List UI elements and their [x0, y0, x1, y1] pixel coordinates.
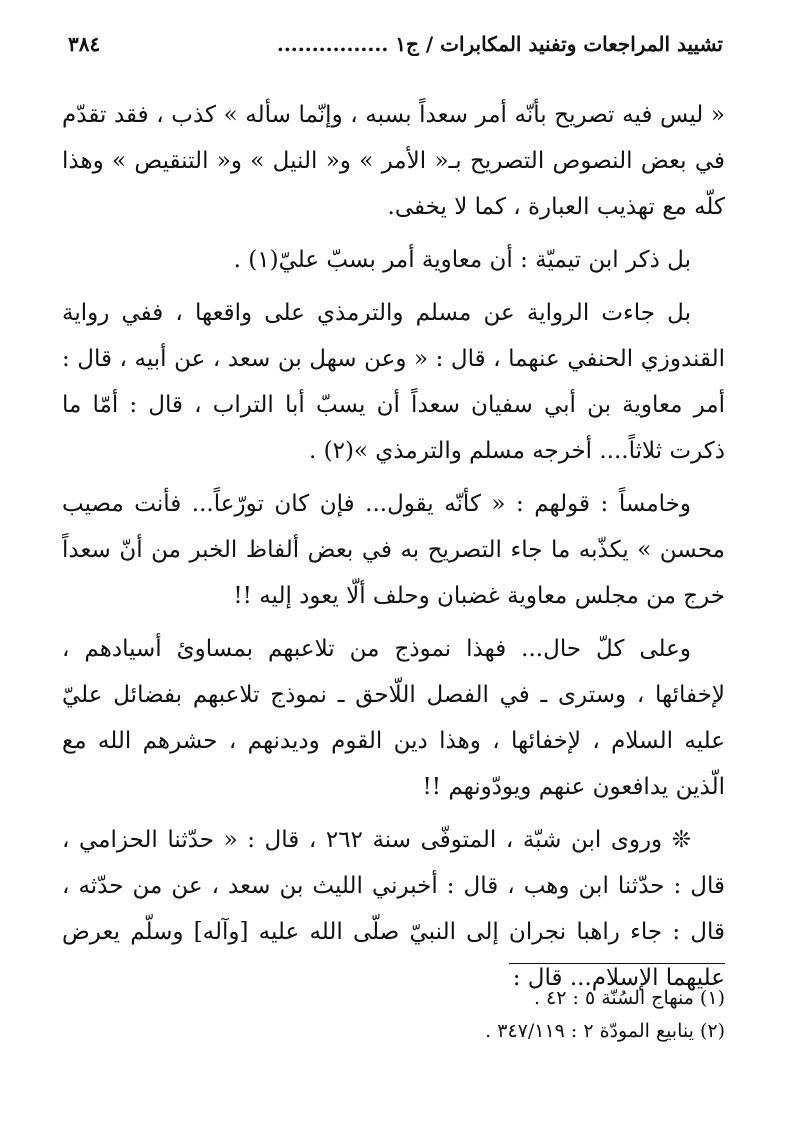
- footnotes: [62, 982, 725, 1048]
- page-header: [60, 24, 723, 64]
- page-number: ٣٨٤: [68, 32, 101, 56]
- paragraph: وخامساً : قولهم : « كأنّه يقول... فإن كان تورّعاً... فأنت مصيب محسن » يكذّبه ما جاء التصريح به في بعض ألفاظ الخبر من أنّ سعداً خرج من مجلس معاوية غضبان وحلف ألّا يعود إليه !!: [62, 491, 725, 609]
- paragraph: « ليس فيه تصريح بأنّه أمر سعداً بسبه ، وإنّما سأله » كذب ، فقد تقدّم في بعض النصوص التصريح بـ« الأمر » و« النيل » و« التنقيص » وهذا كلّه مع تهذيب العبارة ، كما لا يخفى.: [62, 102, 725, 220]
- running-title: تشييد المراجعات وتفنيد المكابرات / ج١: [395, 32, 723, 56]
- paragraph: بل جاءت الرواية عن مسلم والترمذي على واقعها ، ففي رواية القندوزي الحنفي عنهما ، قال : « وعن سهل بن سعد ، عن أبيه ، قال : أمر معاوية بن أبي سفيان سعداً أن يسبّ أبا التراب ، قال : أمّا ما ذكرت ثلاثاً.... أخرجه مسلم والترمذي »(٢) .: [62, 300, 725, 464]
- footnote-divider: [509, 963, 725, 964]
- footnote: (٢) ينابيع المودّة ٢ : ٣٤٧/١١٩ .: [485, 1020, 725, 1042]
- header-leader-dots: ................: [276, 32, 389, 56]
- header-title-group: [100, 32, 723, 56]
- paragraph: وعلى كلّ حال... فهذا نموذج من تلاعبهم بمساوئ أسيادهم ، لإخفائها ، وسترى ـ في الفصل اللّاحق ـ نموذج تلاعبهم بفضائل عليّ عليه السلام ، لإخفائها ، وهذا دين القوم وديدنهم ، حشرهم الله مع الّذين يدافعون عنهم ويودّونهم !!: [62, 636, 725, 800]
- paragraph: ❊ وروى ابن شبّة ، المتوفّى سنة ٢٦٢ ، قال : « حدّثنا الحزامي ، قال : حدّثنا ابن وهب ، قال : أخبرني الليث بن سعد ، عن من حدّثه ، قال : جاء راهبا نجران إلى النبيّ صلّى الله عليه [وآله] وسلّم يعرض عليهما الإسلام... قال :: [62, 827, 725, 991]
- main-text: [62, 92, 725, 1008]
- footnote: (١) منهاج السُنّة ٥ : ٤٢ .: [533, 987, 725, 1009]
- paragraph: بل ذكر ابن تيميّة : أن معاوية أمر بسبّ عليّ(١) .: [233, 247, 691, 273]
